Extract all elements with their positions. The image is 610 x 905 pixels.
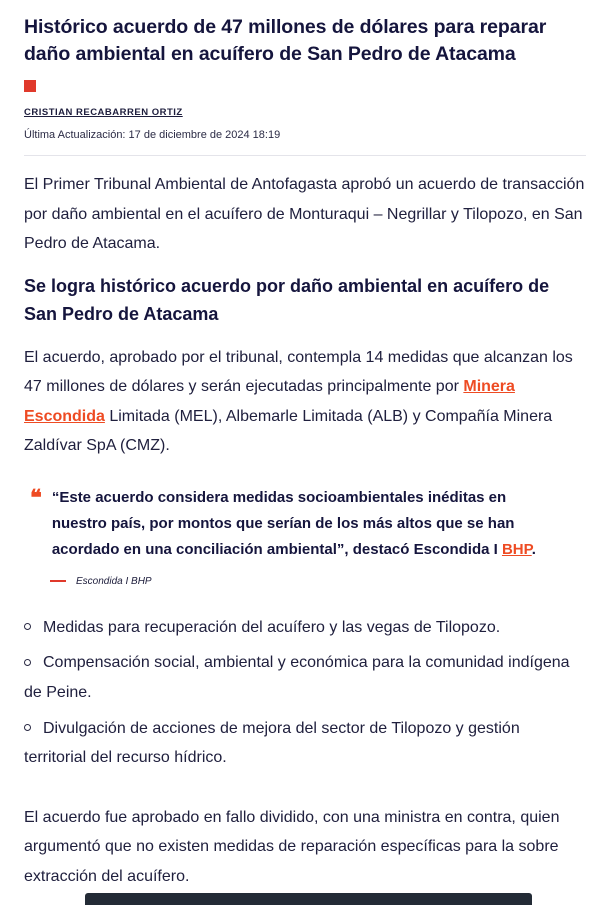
quote-text-segment: . (531, 541, 536, 559)
list-item-text: Compensación social, ambiental y económica para la comunidad indígena de Peine. (24, 654, 570, 701)
quote-text-segment: “Este acuerdo considera medidas socioambientales inéditas en nuestro país, por montos que serían de los más altos que se han acordado en una conciliación ambiental”, destacó Escondida I (51, 488, 515, 559)
bullet-circle-icon (24, 659, 31, 666)
bhp-link[interactable]: BHP (501, 541, 532, 559)
list-item-text: Divulgación de acciones de mejora del sector de Tilopozo y gestión territorial del recurso hídrico. (24, 719, 520, 767)
article-subheading: Se logra histórico acuerdo por daño ambiental en acuífero de San Pedro de Atacama (24, 275, 550, 324)
measures-list (24, 613, 586, 773)
list-item (24, 714, 586, 773)
footer-bar (85, 893, 532, 905)
list-item-text: Medidas para recuperación del acuífero y las vegas de Tilopozo. (43, 618, 501, 636)
section-divider (24, 155, 586, 156)
quote-text (52, 485, 586, 564)
list-item (24, 613, 586, 643)
article-paragraph-lead: El Primer Tribunal Ambiental de Antofagasta aprobó un acuerdo de transacción por daño ambiental en el acuífero de Monturaqui – Negrillar y Tilopozo, en San Pedro de Atacama. (24, 176, 585, 253)
quote-icon: ❝ (30, 484, 42, 510)
article-paragraph-acuerdo (24, 343, 586, 461)
bullet-circle-icon (24, 724, 31, 731)
paragraph-text: Limitada (MEL), Albemarle Limitada (ALB) y Compañía Minera Zaldívar SpA (CMZ). (24, 407, 553, 455)
article-title: Histórico acuerdo de 47 millones de dólares para reparar daño ambiental en acuífero de San Pedro de Atacama (24, 16, 547, 65)
minera-escondida-link[interactable]: Minera Escondida (24, 378, 515, 425)
citation-source: Escondida I BHP (76, 575, 152, 587)
article-paragraph-fallo: El acuerdo fue aprobado en fallo dividido, con una ministra en contra, quien argumentó que no existen medidas de reparación específicas para la sobre extracción del acuífero. (24, 808, 560, 885)
paragraph-text: El acuerdo, aprobado por el tribunal, contempla 14 medidas que alcanzan los 47 millones de dólares y serán ejecutadas principalmente por (24, 348, 573, 396)
list-item (24, 648, 586, 707)
author-byline-link[interactable]: CRISTIAN RECABARREN ORTIZ (24, 107, 183, 119)
bullet-circle-icon (24, 623, 31, 630)
quote-citation (50, 576, 586, 587)
blockquote (24, 485, 586, 564)
citation-dash-icon (50, 580, 66, 582)
last-updated-timestamp: Última Actualización: 17 de diciembre de 2024 18:19 (24, 129, 281, 142)
brand-accent-square-icon (24, 80, 36, 92)
